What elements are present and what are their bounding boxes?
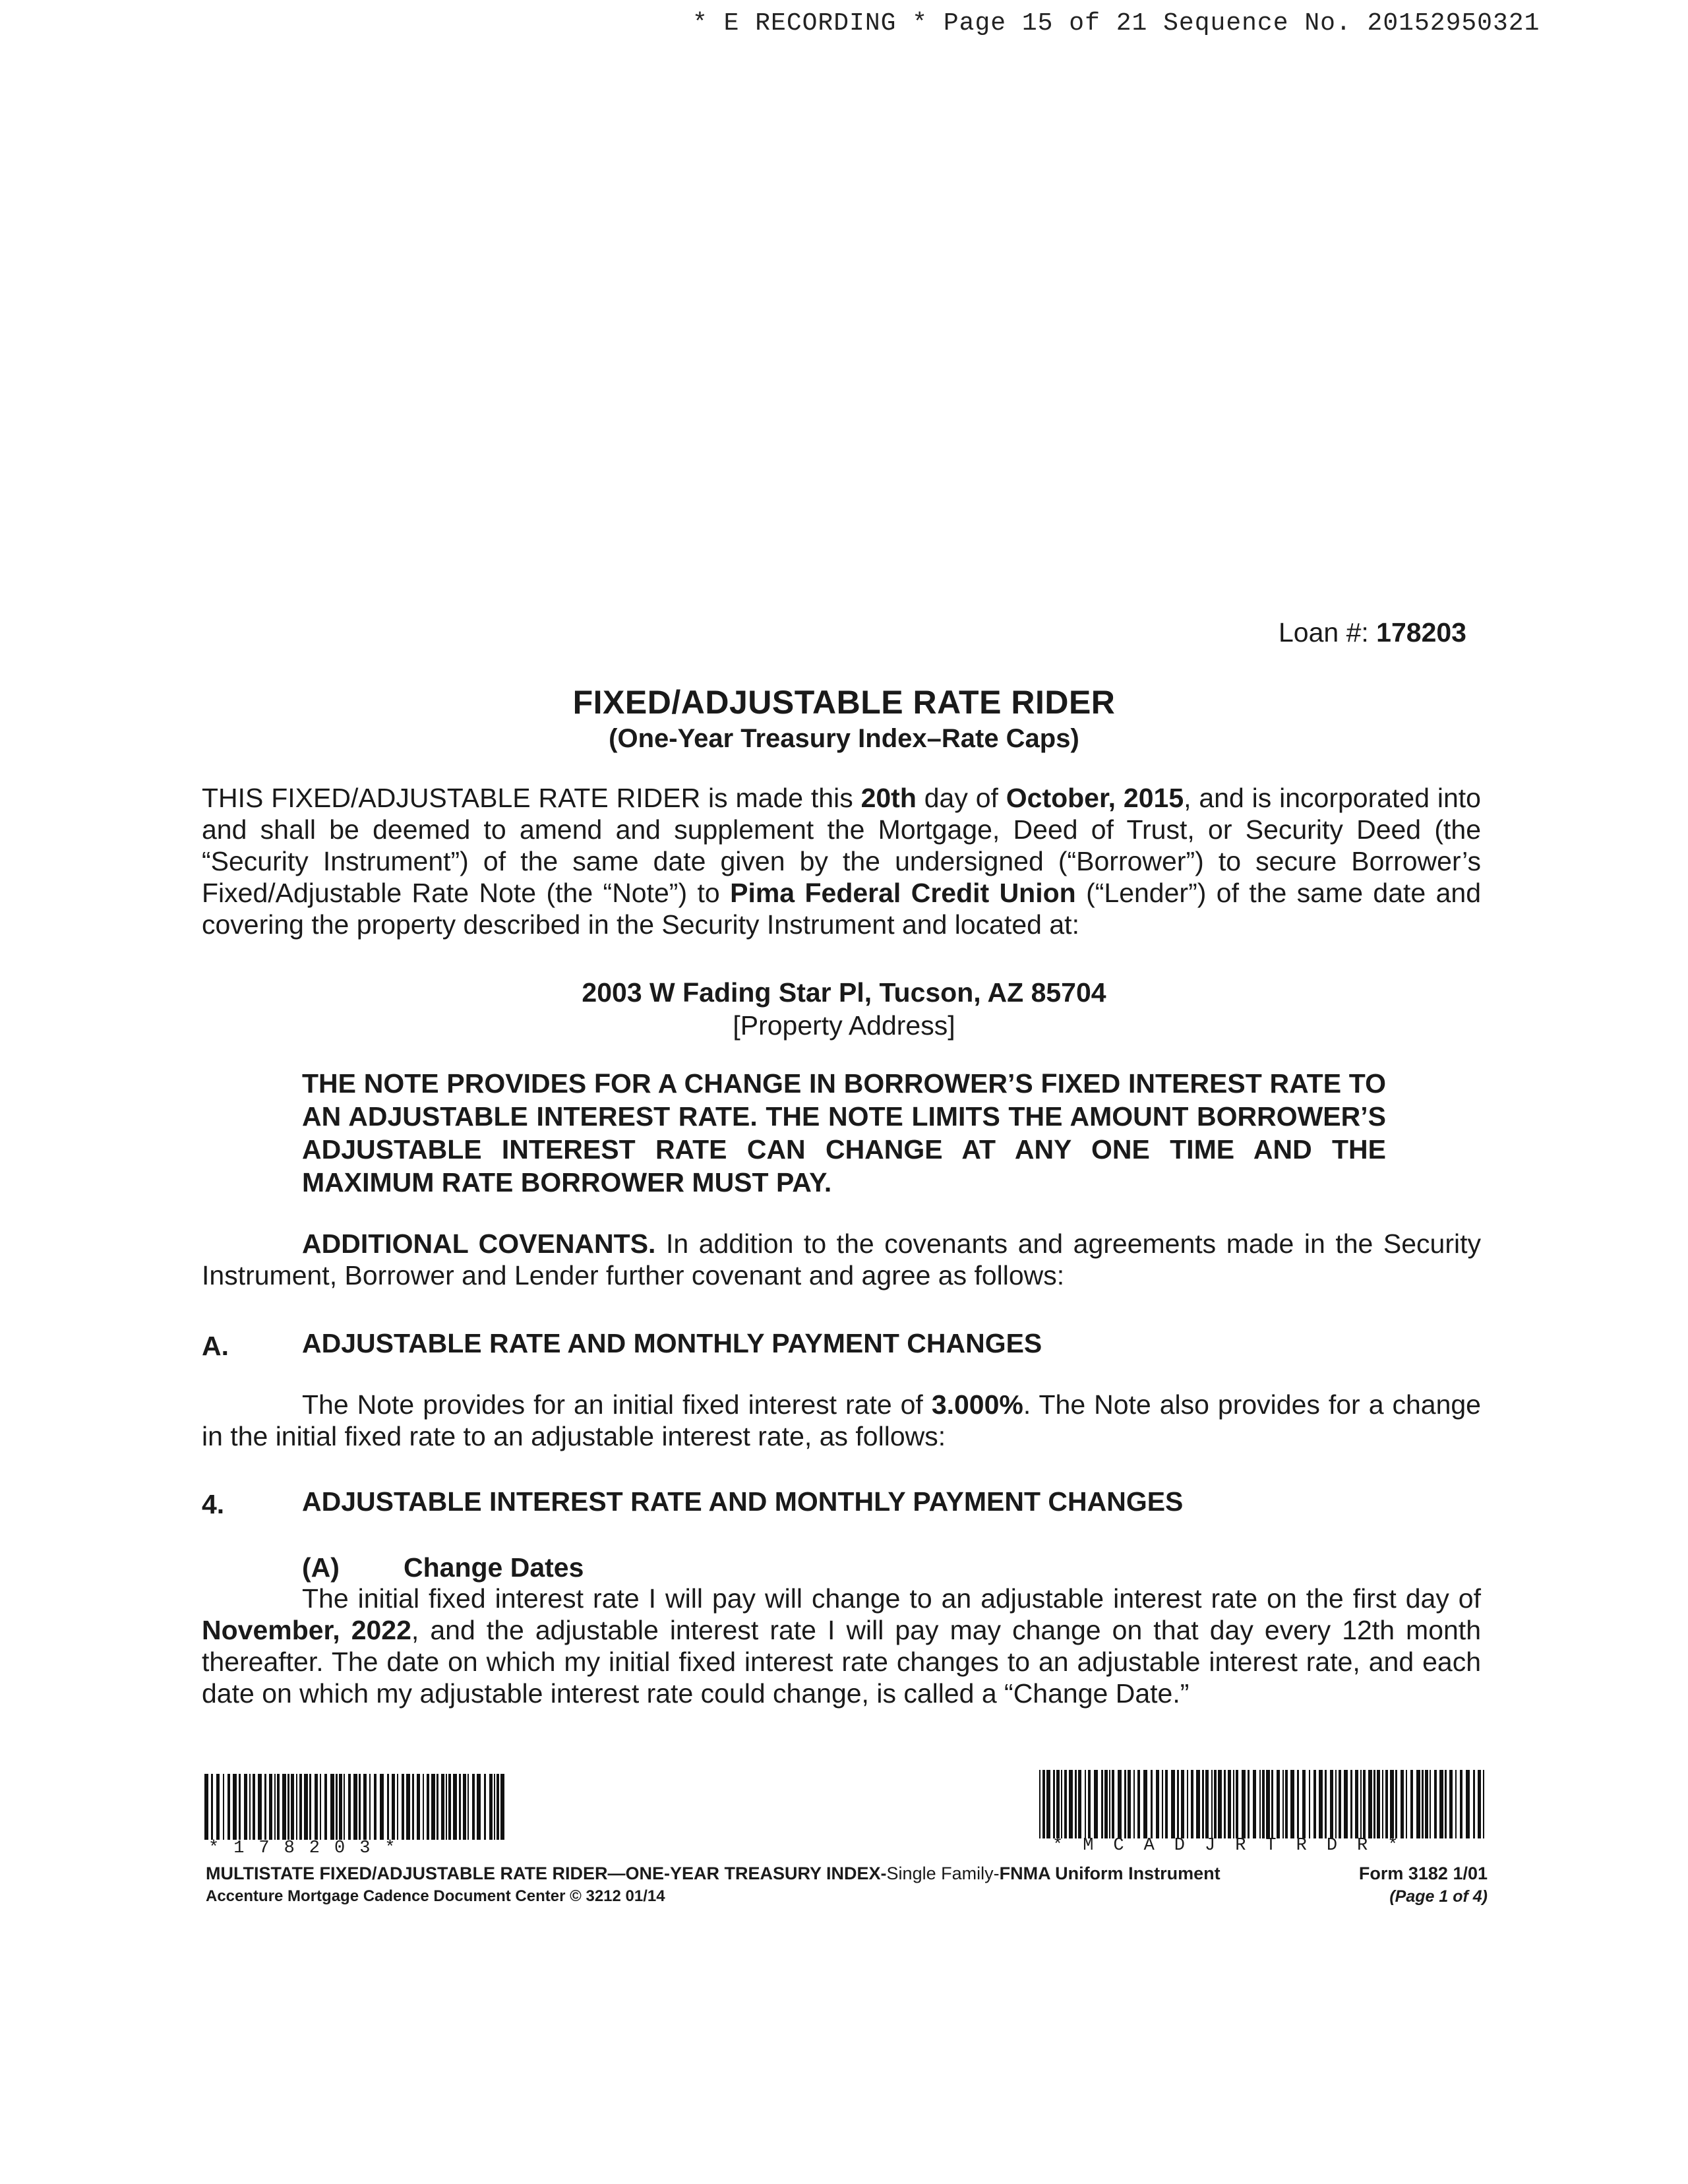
- barcode-bar: [1162, 1770, 1163, 1838]
- recording-header: * E RECORDING * Page 15 of 21 Sequence No. 20152950321: [692, 9, 1540, 38]
- barcode-bar: [412, 1774, 414, 1840]
- barcode-bar: [1406, 1770, 1407, 1838]
- property-address-label: [Property Address]: [733, 1010, 955, 1041]
- barcode-bar: [1177, 1770, 1179, 1838]
- loan-barcode: [204, 1774, 508, 1840]
- barcode-bar: [1101, 1770, 1103, 1838]
- barcode-bar: [296, 1774, 297, 1840]
- barcode-bar: [1309, 1770, 1310, 1838]
- barcode-bar: [1112, 1770, 1114, 1838]
- barcode-bar: [1325, 1770, 1327, 1838]
- barcode-bar: [380, 1774, 384, 1840]
- footer-form-number: Form 3182 1/01: [1358, 1864, 1488, 1883]
- barcode-bar: [233, 1774, 237, 1840]
- lender-name: Pima Federal Credit Union: [730, 878, 1076, 908]
- intro-text-4: (“Lender”) of the same date and covering the property described in the Security Instrument and located at:: [202, 878, 1481, 940]
- barcode-bar: [1143, 1770, 1147, 1838]
- barcode-bar: [472, 1774, 475, 1840]
- barcode-bar: [359, 1774, 361, 1840]
- barcode-bar: [1439, 1770, 1443, 1838]
- subsection-a-title: Change Dates: [404, 1552, 584, 1583]
- barcode-bar: [1151, 1770, 1153, 1838]
- barcode-bar: [1434, 1770, 1437, 1838]
- barcode-bar: [431, 1774, 435, 1840]
- barcode-bar: [1335, 1770, 1337, 1838]
- barcode-bar: [282, 1774, 286, 1840]
- barcode-bar: [1377, 1770, 1380, 1838]
- barcode-bar: [1211, 1770, 1213, 1838]
- intro-paragraph: [202, 782, 1481, 940]
- barcode-bar: [304, 1774, 308, 1840]
- barcode-bar: [287, 1774, 289, 1840]
- initial-rate-text-1: The Note provides for an initial fixed interest rate of: [302, 1389, 932, 1420]
- barcode-bar: [1214, 1770, 1217, 1838]
- barcode-bar: [1319, 1770, 1323, 1838]
- loan-label: Loan #:: [1278, 617, 1377, 648]
- barcode-bar: [463, 1774, 466, 1840]
- barcode-bar: [1053, 1770, 1055, 1838]
- barcode-bar: [1360, 1770, 1362, 1838]
- barcode-bar: [1302, 1770, 1306, 1838]
- barcode-bar: [336, 1774, 338, 1840]
- barcode-bar: [344, 1774, 345, 1840]
- barcode-bar: [299, 1774, 302, 1840]
- change-dates-text-2: , and the adjustable interest rate I will pay may change on that day every 12th month thereafter. The date on which my initial fixed interest rate changes to an adjustable interest rate, and each date on which my adjustable interest rate could change, is called a “Change Date.”: [202, 1615, 1481, 1709]
- barcode-bar: [369, 1774, 371, 1840]
- barcode-bar: [1248, 1770, 1250, 1838]
- footer-title-normal: Single Family-: [886, 1864, 1000, 1883]
- footer-title-bold-2: FNMA Uniform Instrument: [999, 1864, 1221, 1883]
- barcode-bar: [1363, 1770, 1366, 1838]
- footer-form-title: [206, 1864, 1221, 1884]
- barcode-bar: [291, 1774, 294, 1840]
- initial-rate-text-2: . The Note also provides for a change in the initial fixed rate to an adjustable interest rate, as follows:: [202, 1389, 1481, 1451]
- barcode-bar: [264, 1774, 266, 1840]
- barcode-bar: [309, 1774, 311, 1840]
- barcode-bar: [1339, 1770, 1341, 1838]
- barcode-bar: [249, 1774, 251, 1840]
- barcode-bar: [1382, 1770, 1383, 1838]
- barcode-bar: [453, 1774, 457, 1840]
- barcode-bar: [1449, 1770, 1453, 1838]
- initial-rate-value: 3.000%: [931, 1389, 1023, 1420]
- barcode-bar: [1171, 1770, 1175, 1838]
- barcode-bar: [1104, 1770, 1108, 1838]
- property-address: 2003 W Fading Star Pl, Tucson, AZ 85704: [582, 977, 1106, 1008]
- barcode-bar: [1046, 1770, 1050, 1838]
- barcode-bar: [1109, 1770, 1110, 1838]
- barcode-bar: [227, 1774, 230, 1840]
- intro-text-1: THIS FIXED/ADJUSTABLE RATE RIDER is made this: [202, 783, 861, 813]
- barcode-bar: [269, 1774, 272, 1840]
- barcode-bar: [1290, 1770, 1294, 1838]
- barcode-bar: [489, 1774, 493, 1840]
- barcode-bar: [1455, 1770, 1457, 1838]
- barcode-bar: [253, 1774, 255, 1840]
- barcode-bar: [1202, 1770, 1204, 1838]
- covenants-text: In addition to the covenants and agreements made in the Security Instrument, Borrower and Lender further covenant and agree as follows:: [202, 1228, 1481, 1290]
- barcode-bar: [1094, 1770, 1098, 1838]
- barcode-bar: [1181, 1770, 1184, 1838]
- barcode-bar: [239, 1774, 241, 1840]
- barcode-bar: [1430, 1770, 1431, 1838]
- barcode-bar: [1056, 1770, 1060, 1838]
- additional-covenants-paragraph: [202, 1228, 1481, 1291]
- barcode-bar: [1425, 1770, 1428, 1838]
- barcode-bar: [363, 1774, 367, 1840]
- barcode-bar: [1330, 1770, 1333, 1838]
- barcode-bar: [1187, 1770, 1188, 1838]
- rate-change-notice: THE NOTE PROVIDES FOR A CHANGE IN BORROWER’S FIXED INTEREST RATE TO AN ADJUSTABLE INTEREST RATE. THE NOTE LIMITS THE AMOUNT BORROWER’S ADJUSTABLE INTEREST RATE CAN CHANGE AT ANY ONE TIME AND THE MAXIMUM RATE BORROWER MUST PAY.: [302, 1068, 1386, 1198]
- barcode-bar: [402, 1774, 404, 1840]
- barcode-bar: [320, 1774, 321, 1840]
- barcode-bar: [406, 1774, 410, 1840]
- barcode-bar: [1061, 1770, 1062, 1838]
- barcode-bar: [1128, 1770, 1131, 1838]
- barcode-bar: [1242, 1770, 1246, 1838]
- barcode-bar: [216, 1774, 220, 1840]
- barcode-bar: [374, 1774, 377, 1840]
- intro-day: 20th: [860, 783, 917, 813]
- barcode-bar: [437, 1774, 438, 1840]
- barcode-bar: [1282, 1770, 1284, 1838]
- form-barcode-text: *MCADJRTRDR*: [1052, 1836, 1418, 1856]
- barcode-bar: [1473, 1770, 1475, 1838]
- document-subtitle: (One-Year Treasury Index–Rate Caps): [609, 724, 1079, 753]
- barcode-bar: [1042, 1770, 1045, 1838]
- barcode-bar: [1236, 1770, 1238, 1838]
- barcode-bar: [1156, 1770, 1159, 1838]
- loan-number-line: [1279, 617, 1466, 648]
- barcode-bar: [1368, 1770, 1372, 1838]
- barcode-bar: [446, 1774, 447, 1840]
- barcode-bar: [1266, 1770, 1270, 1838]
- barcode-bar: [1064, 1770, 1067, 1838]
- barcode-bar: [348, 1774, 351, 1840]
- barcode-bar: [1285, 1770, 1288, 1838]
- barcode-bar: [1085, 1770, 1086, 1838]
- barcode-bar: [467, 1774, 469, 1840]
- barcode-bar: [1133, 1770, 1135, 1838]
- barcode-bar: [1075, 1770, 1077, 1838]
- barcode-bar: [1422, 1770, 1424, 1838]
- form-barcode: [1039, 1770, 1486, 1838]
- footer-document-center: Accenture Mortgage Cadence Document Center © 3212 01/14: [206, 1887, 665, 1905]
- barcode-bar: [387, 1774, 389, 1840]
- barcode-bar: [417, 1774, 420, 1840]
- barcode-bar: [1228, 1770, 1231, 1838]
- barcode-bar: [1218, 1770, 1222, 1838]
- barcode-bar: [497, 1774, 499, 1840]
- barcode-bar: [1344, 1770, 1348, 1838]
- barcode-bar: [353, 1774, 357, 1840]
- barcode-bar: [1205, 1770, 1209, 1838]
- barcode-bar: [1478, 1770, 1481, 1838]
- barcode-bar: [1373, 1770, 1375, 1838]
- barcode-bar: [1078, 1770, 1081, 1838]
- barcode-bar: [204, 1774, 208, 1840]
- barcode-bar: [1483, 1770, 1484, 1838]
- document-title: FIXED/ADJUSTABLE RATE RIDER: [572, 684, 1116, 721]
- barcode-bar: [1460, 1770, 1462, 1838]
- barcode-bar: [1395, 1770, 1397, 1838]
- barcode-bar: [1253, 1770, 1256, 1838]
- barcode-bar: [494, 1774, 495, 1840]
- barcode-bar: [1401, 1770, 1404, 1838]
- section-4-title: ADJUSTABLE INTEREST RATE AND MONTHLY PAYMENT CHANGES: [302, 1486, 1184, 1517]
- barcode-bar: [1350, 1770, 1352, 1838]
- section-4-number: 4.: [202, 1489, 225, 1519]
- barcode-bar: [1137, 1770, 1140, 1838]
- barcode-bar: [1191, 1770, 1193, 1838]
- barcode-bar: [1355, 1770, 1358, 1838]
- barcode-bar: [1088, 1770, 1091, 1838]
- barcode-bar: [1385, 1770, 1388, 1838]
- change-dates-paragraph: [202, 1583, 1481, 1709]
- barcode-bar: [441, 1774, 444, 1840]
- covenants-heading: ADDITIONAL COVENANTS.: [302, 1228, 656, 1259]
- barcode-bar: [1069, 1770, 1073, 1838]
- barcode-bar: [330, 1774, 334, 1840]
- first-change-date: November, 2022: [202, 1615, 411, 1645]
- barcode-bar: [1165, 1770, 1168, 1838]
- barcode-bar: [1039, 1770, 1040, 1838]
- initial-rate-paragraph: [202, 1389, 1481, 1452]
- subsection-a-letter: (A): [302, 1552, 340, 1583]
- barcode-bar: [1271, 1770, 1273, 1838]
- barcode-bar: [223, 1774, 224, 1840]
- barcode-bar: [1124, 1770, 1126, 1838]
- barcode-bar: [1196, 1770, 1200, 1838]
- barcode-bar: [1259, 1770, 1261, 1838]
- barcode-bar: [397, 1774, 398, 1840]
- barcode-bar: [1297, 1770, 1299, 1838]
- barcode-bar: [1313, 1770, 1316, 1838]
- barcode-bar: [324, 1774, 327, 1840]
- barcode-bar: [427, 1774, 429, 1840]
- barcode-bar: [1233, 1770, 1234, 1838]
- barcode-bar: [258, 1774, 262, 1840]
- barcode-bar: [1466, 1770, 1470, 1838]
- intro-text-3: , and is incorporated into and shall be deemed to amend and supplement the Mortgage, Deed of Trust, or Security Deed (the “Security Instrument”) of the same date given by the undersigned (“Borrower”) to secure Borrower’s Fixed/Adjustable Rate Note (the “Note”) to: [202, 783, 1481, 908]
- barcode-bar: [500, 1774, 504, 1840]
- barcode-bar: [459, 1774, 461, 1840]
- footer-title-bold: MULTISTATE FIXED/ADJUSTABLE RATE RIDER—ONE-YEAR TREASURY INDEX-: [206, 1864, 887, 1883]
- barcode-bar: [1410, 1770, 1413, 1838]
- barcode-bar: [1118, 1770, 1122, 1838]
- loan-number: 178203: [1376, 617, 1466, 648]
- barcode-bar: [448, 1774, 451, 1840]
- barcode-bar: [1416, 1770, 1420, 1838]
- barcode-bar: [1390, 1770, 1394, 1838]
- barcode-bar: [423, 1774, 424, 1840]
- barcode-bar: [339, 1774, 342, 1840]
- barcode-bar: [315, 1774, 318, 1840]
- loan-barcode-text: *178203*: [208, 1838, 410, 1858]
- barcode-bar: [1262, 1770, 1265, 1838]
- section-a-title: ADJUSTABLE RATE AND MONTHLY PAYMENT CHANGES: [302, 1328, 1042, 1358]
- barcode-bar: [211, 1774, 213, 1840]
- change-dates-text-1: The initial fixed interest rate I will pay will change to an adjustable interest rate on the first day of: [302, 1583, 1481, 1614]
- intro-text-2: day of: [916, 783, 1006, 813]
- barcode-bar: [392, 1774, 395, 1840]
- barcode-bar: [1224, 1770, 1226, 1838]
- barcode-bar: [1445, 1770, 1447, 1838]
- section-a-number: A.: [202, 1331, 229, 1361]
- barcode-bar: [244, 1774, 247, 1840]
- barcode-bar: [484, 1774, 486, 1840]
- barcode-bar: [477, 1774, 481, 1840]
- intro-month-year: October, 2015: [1006, 783, 1184, 813]
- barcode-bar: [274, 1774, 276, 1840]
- barcode-bar: [277, 1774, 280, 1840]
- barcode-bar: [1277, 1770, 1280, 1838]
- footer-page-number: (Page 1 of 4): [1389, 1887, 1488, 1906]
